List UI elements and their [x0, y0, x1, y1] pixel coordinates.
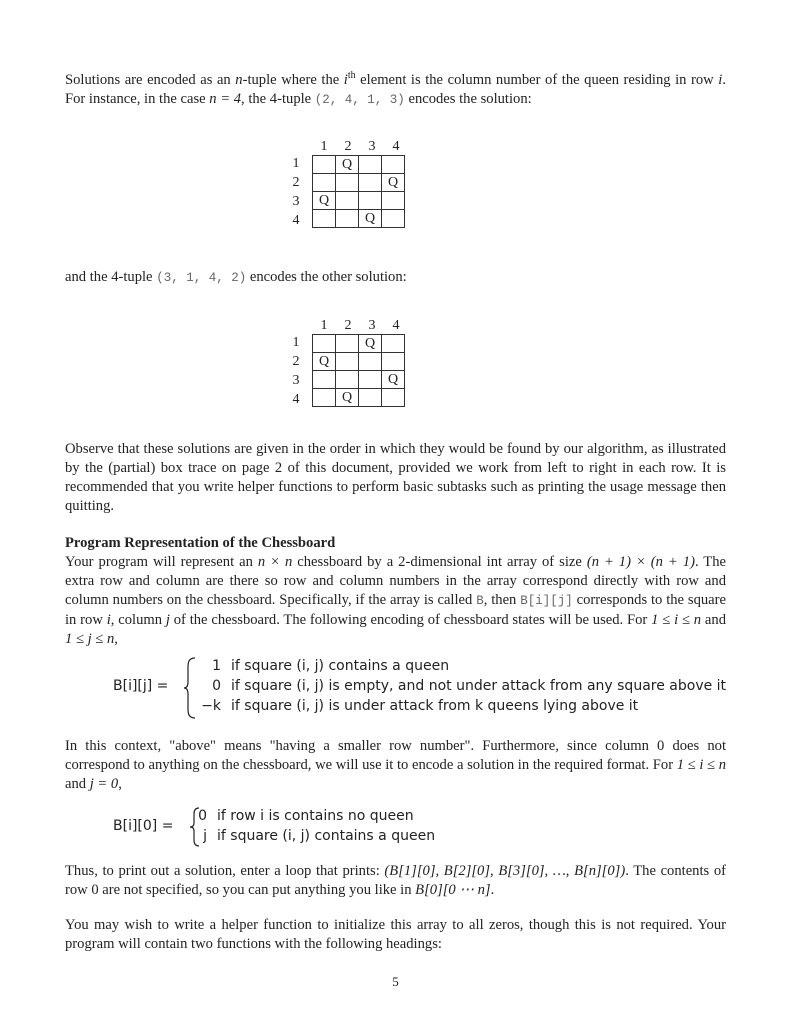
text: encodes the other solution:	[246, 269, 407, 285]
math-j-zero: j = 0	[89, 776, 119, 792]
equation-lhs: B[i][j] =	[113, 678, 169, 694]
board-grid	[312, 334, 405, 407]
board-cell	[359, 192, 382, 210]
column-label: 1	[320, 139, 328, 154]
row-label: 3	[292, 194, 300, 209]
text: -tuple where the	[242, 71, 344, 88]
math-expression: B[0][0 ⋯ n]	[415, 882, 491, 898]
text: , column	[110, 612, 166, 628]
second-solution-intro	[65, 268, 726, 288]
text: Thus, to print out a solution, enter a loop that prints:	[65, 863, 385, 879]
math-j: j	[165, 612, 170, 628]
math-i: i	[718, 71, 723, 88]
text: . The contents of row 0 are not specified, so you can put anything you like in	[65, 863, 726, 898]
text: and	[701, 612, 726, 628]
board-cell	[382, 335, 405, 353]
case-value: 0	[198, 808, 207, 824]
text: chessboard by a 2-dimensional int array of size	[292, 554, 587, 570]
column-label: 3	[368, 139, 376, 154]
equation-case	[193, 828, 435, 844]
case-condition: if square (i, j) is under attack from k queens lying above it	[231, 698, 639, 714]
case-condition: if square (i, j) contains a queen	[217, 828, 436, 844]
board-cell	[336, 353, 359, 371]
chessboard-solution-2	[286, 318, 416, 418]
text: Solutions are encoded as an	[65, 71, 236, 88]
board-cell	[313, 210, 336, 228]
board-cell	[382, 156, 405, 174]
page-number: 5	[392, 974, 399, 989]
math-range-j: 1 ≤ j ≤ n	[65, 631, 115, 647]
board-grid	[312, 155, 405, 228]
case-value: j	[203, 828, 207, 844]
math-n: n	[235, 71, 243, 88]
text: , then	[483, 592, 521, 608]
text: . The extra row and column are there so row and column numbers in the array correspond directly with row and column numbers on the chessboard. Specifically, if the array is called	[65, 554, 726, 608]
board-encoding-equation	[113, 656, 727, 720]
queen-cell: Q	[359, 335, 382, 353]
row-label: 3	[292, 373, 300, 388]
queen-cell: Q	[336, 389, 359, 407]
board-cell	[313, 335, 336, 353]
representation-paragraph	[65, 553, 726, 649]
board-cell	[336, 371, 359, 389]
board-cell	[359, 371, 382, 389]
row-label: 4	[292, 213, 300, 228]
board-cell	[336, 192, 359, 210]
equation-case	[199, 678, 726, 694]
board-cell	[359, 156, 382, 174]
case-condition: if square (i, j) is empty, and not under attack from any square above it	[231, 678, 727, 694]
case-condition: if square (i, j) contains a queen	[231, 658, 450, 674]
board-cell	[313, 371, 336, 389]
superscript-th: th	[347, 70, 356, 81]
text: ,	[114, 631, 118, 647]
text: , the 4-tuple	[241, 90, 315, 107]
board-cell	[313, 389, 336, 407]
intro-paragraph	[65, 66, 726, 110]
row-label: 4	[292, 392, 300, 407]
code-array-element: B[i][j]	[520, 594, 573, 608]
column-label: 4	[392, 139, 400, 154]
board-cell	[359, 389, 382, 407]
queen-cell: Q	[382, 174, 405, 192]
board-cell	[359, 174, 382, 192]
left-brace	[183, 656, 197, 720]
board-cell	[336, 174, 359, 192]
equation-case	[193, 808, 414, 824]
equation-case	[199, 698, 638, 714]
board-cell	[336, 335, 359, 353]
helper-function-paragraph: You may wish to write a helper function to initialize this array to all zeros, though this is not required. Your program will contain two functions with the following headings:	[65, 917, 726, 952]
observation-paragraph: Observe that these solutions are given in the order in which they would be found by our algorithm, as illustrated by the (partial) box trace on page 2 of this document, provided we work from left to right in each row. It is recommended that you write helper functions to perform basic subtasks such as printing the usage message then quitting.	[65, 441, 726, 514]
text: encodes the solution:	[404, 90, 532, 107]
case-condition: if row i is contains no queen	[217, 808, 414, 824]
case-value: 0	[212, 678, 221, 694]
text: In this context, "above" means "having a smaller row number". Furthermore, since column 0 does not correspond to anything on the chessboard, we will use it to encode a solution in the required format. For	[65, 738, 726, 773]
board-cell	[382, 210, 405, 228]
solution-encoding-equation	[113, 806, 513, 850]
math-range-i: 1 ≤ i ≤ n	[651, 612, 702, 628]
row-label: 1	[292, 335, 300, 350]
case-value: 1	[212, 658, 221, 674]
queen-cell: Q	[382, 371, 405, 389]
math-array-size: (n + 1) × (n + 1)	[586, 554, 695, 570]
queen-cell: Q	[359, 210, 382, 228]
case-value: −k	[201, 698, 221, 714]
row-label: 1	[292, 156, 300, 171]
text: . For instance, in the case	[65, 71, 726, 107]
text: .	[490, 882, 495, 898]
text: corresponds to the square in row	[65, 592, 726, 628]
equation-case	[199, 658, 449, 674]
section-heading: Program Representation of the Chessboard	[65, 535, 336, 551]
math-expression: (B[1][0], B[2][0], B[3][0], …, B[n][0])	[384, 863, 626, 879]
board-cell	[336, 210, 359, 228]
queen-cell: Q	[313, 353, 336, 371]
chessboard-solution-1	[286, 139, 416, 239]
math-range-i: 1 ≤ i ≤ n	[676, 757, 727, 773]
above-definition-paragraph	[65, 737, 726, 794]
board-cell	[382, 353, 405, 371]
board-cell	[382, 192, 405, 210]
print-solution-paragraph	[65, 862, 726, 900]
queen-cell: Q	[313, 192, 336, 210]
row-label: 2	[292, 175, 300, 190]
row-label: 2	[292, 354, 300, 369]
text: of the chessboard. The following encoding of chessboard states will be used. For	[169, 612, 652, 628]
text: and the 4-tuple	[65, 269, 157, 285]
queen-cell: Q	[336, 156, 359, 174]
code-tuple: (2, 4, 1, 3)	[314, 92, 405, 107]
code-array-name: B	[476, 594, 484, 608]
text: ,	[118, 776, 122, 792]
equation-lhs: B[i][0] =	[113, 818, 174, 834]
math-condition: n = 4	[209, 90, 242, 107]
column-label: 4	[392, 318, 400, 333]
board-cell	[313, 156, 336, 174]
column-label: 2	[344, 139, 352, 154]
board-cell	[382, 389, 405, 407]
math-i: i	[106, 612, 111, 628]
column-label: 1	[320, 318, 328, 333]
board-cell	[313, 174, 336, 192]
code-tuple: (3, 1, 4, 2)	[156, 271, 247, 285]
math-i: i	[343, 71, 348, 88]
math-n-by-n: n × n	[257, 554, 293, 570]
column-label: 3	[368, 318, 376, 333]
column-label: 2	[344, 318, 352, 333]
text: element is the column number of the queen residing in row	[355, 71, 719, 88]
text: and	[65, 776, 90, 792]
text: Your program will represent an	[65, 554, 258, 570]
board-cell	[359, 353, 382, 371]
